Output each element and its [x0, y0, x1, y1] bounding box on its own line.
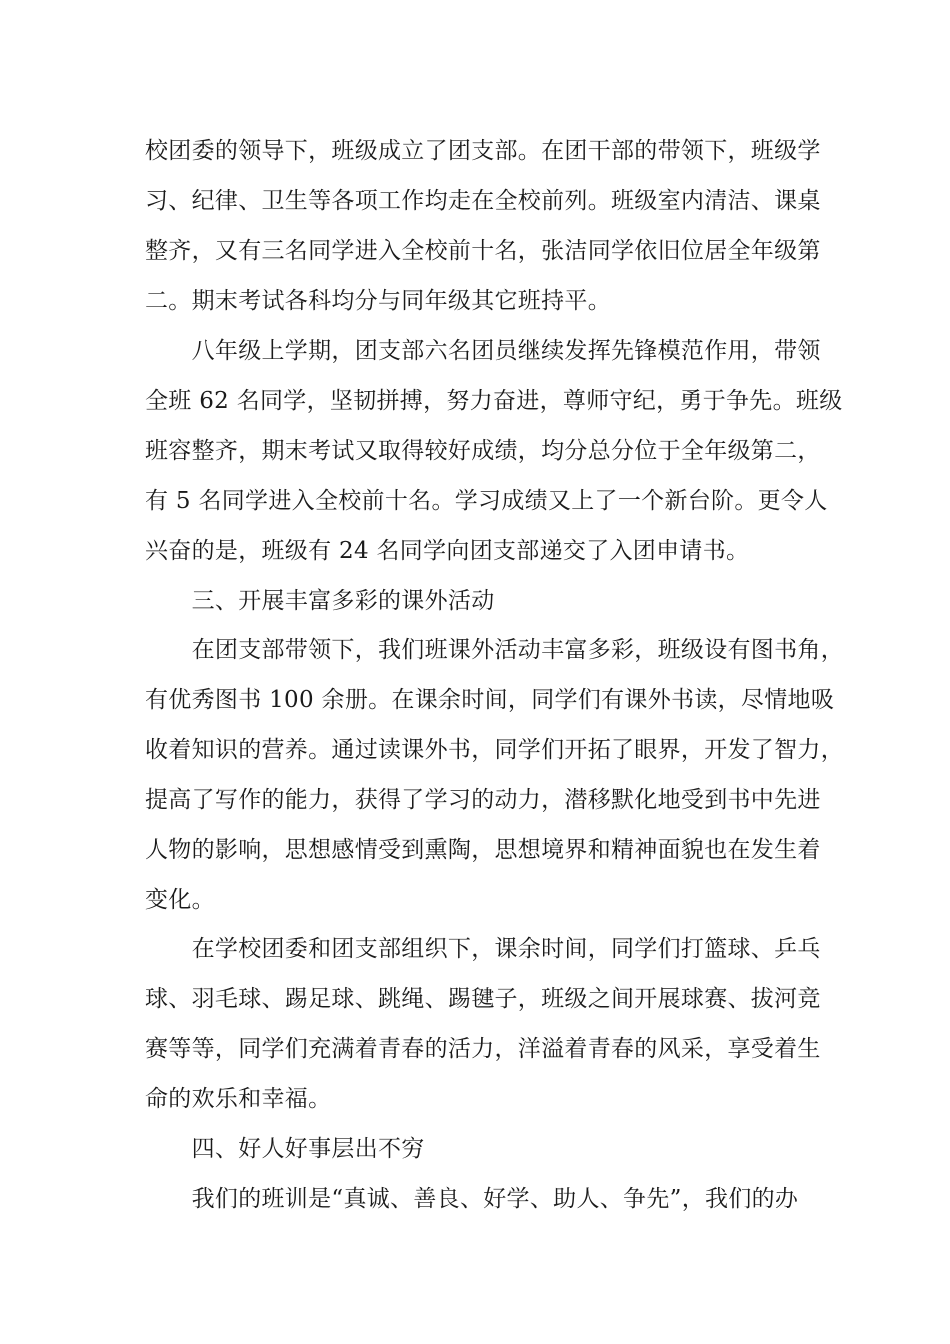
text-line: 二。期末考试各科均分与同年级其它班持平。 — [145, 288, 611, 314]
text-line: 班容整齐，期末考试又取得较好成绩，均分总分位于全年级第二， — [145, 438, 821, 464]
text-line: 校团委的领导下，班级成立了团支部。在团干部的带领下，班级学 — [145, 138, 821, 164]
text-line: 在团支部带领下，我们班课外活动丰富多彩，班级设有图书角， — [145, 637, 844, 663]
text-line: 命的欢乐和幸福。 — [145, 1086, 332, 1112]
text-line: 兴奋的是，班级有 24 名同学向团支部递交了入团申请书。 — [145, 538, 750, 564]
text-line: 赛等等，同学们充满着青春的活力，洋溢着青春的风采，享受着生 — [145, 1036, 821, 1062]
text-line: 习、纪律、卫生等各项工作均走在全校前列。班级室内清洁、课桌 — [145, 188, 821, 214]
text-line: 球、羽毛球、踢足球、跳绳、踢毽子，班级之间开展球赛、拔河竞 — [145, 986, 821, 1012]
section-heading: 三、开展丰富多彩的课外活动 — [145, 588, 495, 614]
section-heading: 四、好人好事层出不穷 — [145, 1136, 425, 1162]
text-line: 整齐，又有三名同学进入全校前十名，张洁同学依旧位居全年级第 — [145, 238, 821, 264]
text-line: 有优秀图书 100 余册。在课余时间，同学们有课外书读，尽情地吸 — [145, 687, 835, 713]
text-line: 变化。 — [145, 887, 215, 913]
text-line: 八年级上学期，团支部六名团员继续发挥先锋模范作用，带领 — [145, 338, 821, 364]
text-line: 人物的影响，思想感情受到熏陶，思想境界和精神面貌也在发生着 — [145, 837, 821, 863]
text-line: 我们的班训是“真诚、善良、好学、助人、争先”，我们的办 — [145, 1186, 799, 1212]
text-line: 全班 62 名同学，坚韧拼搏，努力奋进，尊师守纪，勇于争先。班级 — [145, 388, 843, 414]
text-line: 提高了写作的能力，获得了学习的动力，潜移默化地受到书中先进 — [145, 787, 821, 813]
text-line: 收着知识的营养。通过读课外书，同学们开拓了眼界，开发了智力， — [145, 737, 844, 763]
text-line: 有 5 名同学进入全校前十名。学习成绩又上了一个新台阶。更令人 — [145, 488, 828, 514]
text-line: 在学校团委和团支部组织下，课余时间，同学们打篮球、乒乓 — [145, 936, 821, 962]
